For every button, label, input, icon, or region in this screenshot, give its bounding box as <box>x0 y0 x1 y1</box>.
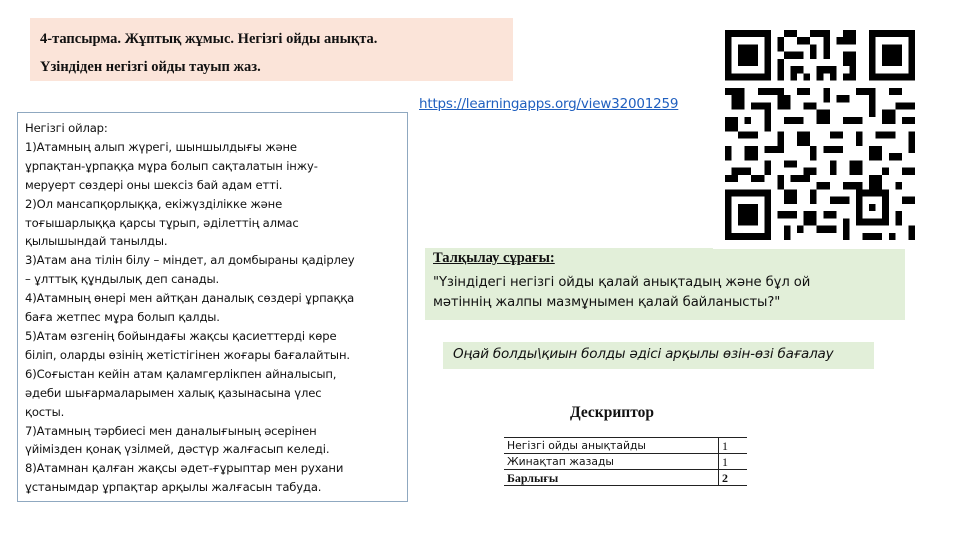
task-instruction: Үзіндіден негізгі ойды тауып жаз. <box>40 59 261 75</box>
discussion-question-box <box>425 248 905 320</box>
idea-line: тоғышарлыққа қарсы тұрып, әділеттің алмас <box>25 215 299 230</box>
descriptor-table <box>504 437 747 486</box>
ideas-title: Негізгі ойлар: <box>25 121 108 135</box>
table-row <box>504 454 747 470</box>
idea-line: біліп, оларды өзінің жетістігінен жоғары бағалайтын. <box>25 347 350 362</box>
discussion-question-line: "Үзіндідегі негізгі ойды қалай анықтадың және бұл ой <box>433 275 811 290</box>
idea-line: 5)Атам өзгенің бойындағы жақсы қасиеттерді көре <box>25 328 337 343</box>
idea-line: 4)Атамның өнері мен айтқан даналық сөздері ұрпаққа <box>25 291 355 306</box>
idea-line: ұстанымдар ұрпақтар арқылы жалғасын табуда. <box>25 480 322 495</box>
qr-code-icon[interactable] <box>725 30 915 240</box>
idea-line: үйімізден қонақ үзілмей, дәстүр жалғасып келеді. <box>25 442 330 457</box>
qr-code-panel <box>713 20 925 249</box>
main-ideas-box <box>17 112 408 502</box>
descriptor-title: Дескриптор <box>570 404 654 421</box>
idea-line: әдеби шығармаларымен халық қазынасына үлес <box>25 385 322 400</box>
idea-line: қылышындай танылды. <box>25 234 168 249</box>
idea-line: 6)Соғыстан кейін атам қаламгерлікпен айналысып, <box>25 366 337 381</box>
task-header-box <box>30 18 513 81</box>
idea-line: қосты. <box>25 404 65 419</box>
discussion-question-line: мәтіннің жалпы мазмұнымен қалай байланысты?" <box>433 295 781 310</box>
idea-line: баға жетпес мұра болып қалды. <box>25 310 220 325</box>
criterion-cell: Барлығы <box>504 470 719 486</box>
idea-line: ұрпақтан-ұрпаққа мұра болып сақталатын інжу- <box>25 158 318 173</box>
idea-line: 1)Атамның алып жүрегі, шыншылдығы және <box>25 139 297 154</box>
score-cell: 1 <box>719 454 748 470</box>
learningapps-link[interactable]: https://learningapps.org/view32001259 <box>419 96 679 112</box>
task-title: 4-тапсырма. Жұптық жұмыс. Негізгі ойды анықта. <box>40 31 378 47</box>
idea-line: 7)Атамның тәрбиесі мен даналығының әсерінен <box>25 423 317 438</box>
table-row <box>504 438 747 454</box>
idea-line: 3)Атам ана тілін білу – міндет, ал домбыраны қадірлеу <box>25 253 355 268</box>
criterion-cell: Жинақтап жазады <box>504 454 719 470</box>
criterion-cell: Негізгі ойды анықтайды <box>504 438 719 454</box>
idea-line: – ұлттық құндылық деп санады. <box>25 272 220 287</box>
score-cell: 2 <box>719 470 748 486</box>
discussion-title: Талқылау сұрағы: <box>433 250 555 266</box>
table-row-total <box>504 470 747 486</box>
idea-line: 2)Ол мансапқорлыққа, екіжүзділікке және <box>25 196 283 211</box>
score-cell: 1 <box>719 438 748 454</box>
self-assessment-box: Оңай болды\қиын болды әдісі арқылы өзін-өзі бағалау <box>443 342 874 369</box>
idea-line: 8)Атамнан қалған жақсы әдет-ғұрыптар мен рухани <box>25 461 344 476</box>
idea-line: меруерт сөздері оны шексіз бай адам етті. <box>25 177 283 192</box>
